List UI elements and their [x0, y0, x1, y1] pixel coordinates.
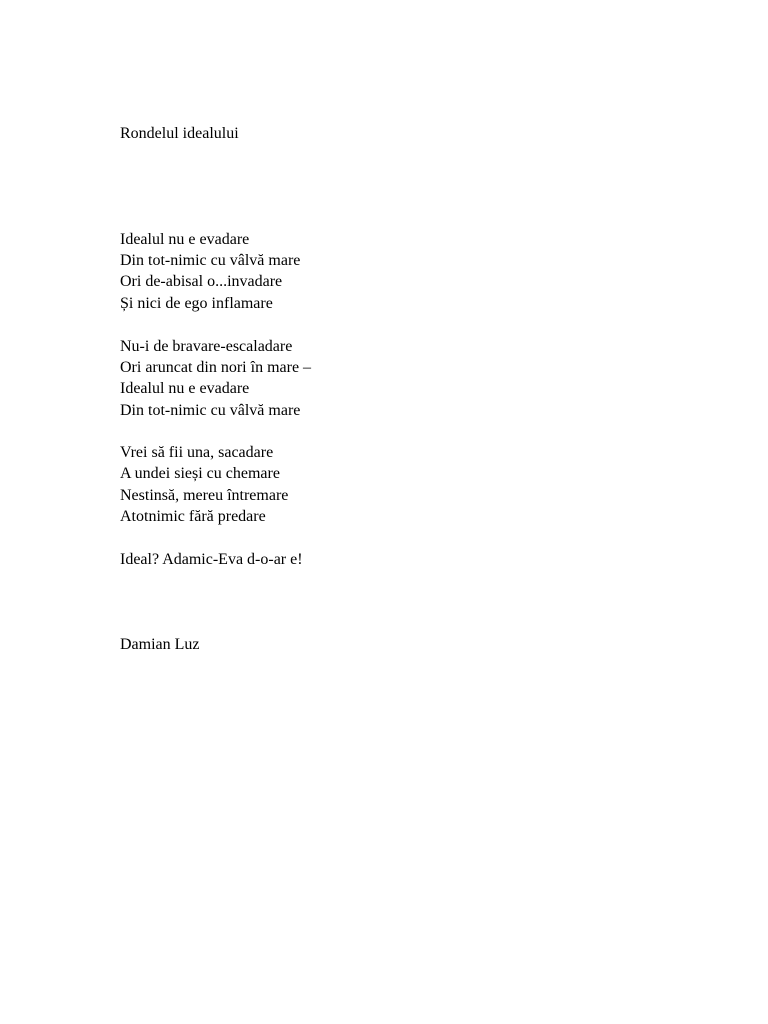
poem-line: Idealul nu e evadare: [120, 231, 250, 248]
poem-line: Vrei să fii una, sacadare: [120, 444, 274, 461]
poem-line: Ideal? Adamic-Eva d-o-ar e!: [120, 551, 303, 568]
author-signature: Damian Luz: [120, 636, 200, 653]
poem-line: Atotnimic fără predare: [120, 508, 266, 525]
poem-line: Din tot-nimic cu vâlvă mare: [120, 252, 301, 269]
poem-line: Și nici de ego inflamare: [120, 295, 273, 312]
poem-line: Ori de-abisal o...invadare: [120, 273, 283, 290]
poem-line: Din tot-nimic cu vâlvă mare: [120, 402, 301, 419]
poem-line: A undei sieși cu chemare: [120, 465, 280, 482]
poem-line: Nu-i de bravare-escaladare: [120, 338, 293, 355]
poem-line: Idealul nu e evadare: [120, 380, 250, 397]
poem-title: Rondelul idealului: [120, 125, 239, 142]
poem-line: Nestinsă, mereu întremare: [120, 487, 289, 504]
poem-line: Ori aruncat din nori în mare –: [120, 359, 312, 376]
